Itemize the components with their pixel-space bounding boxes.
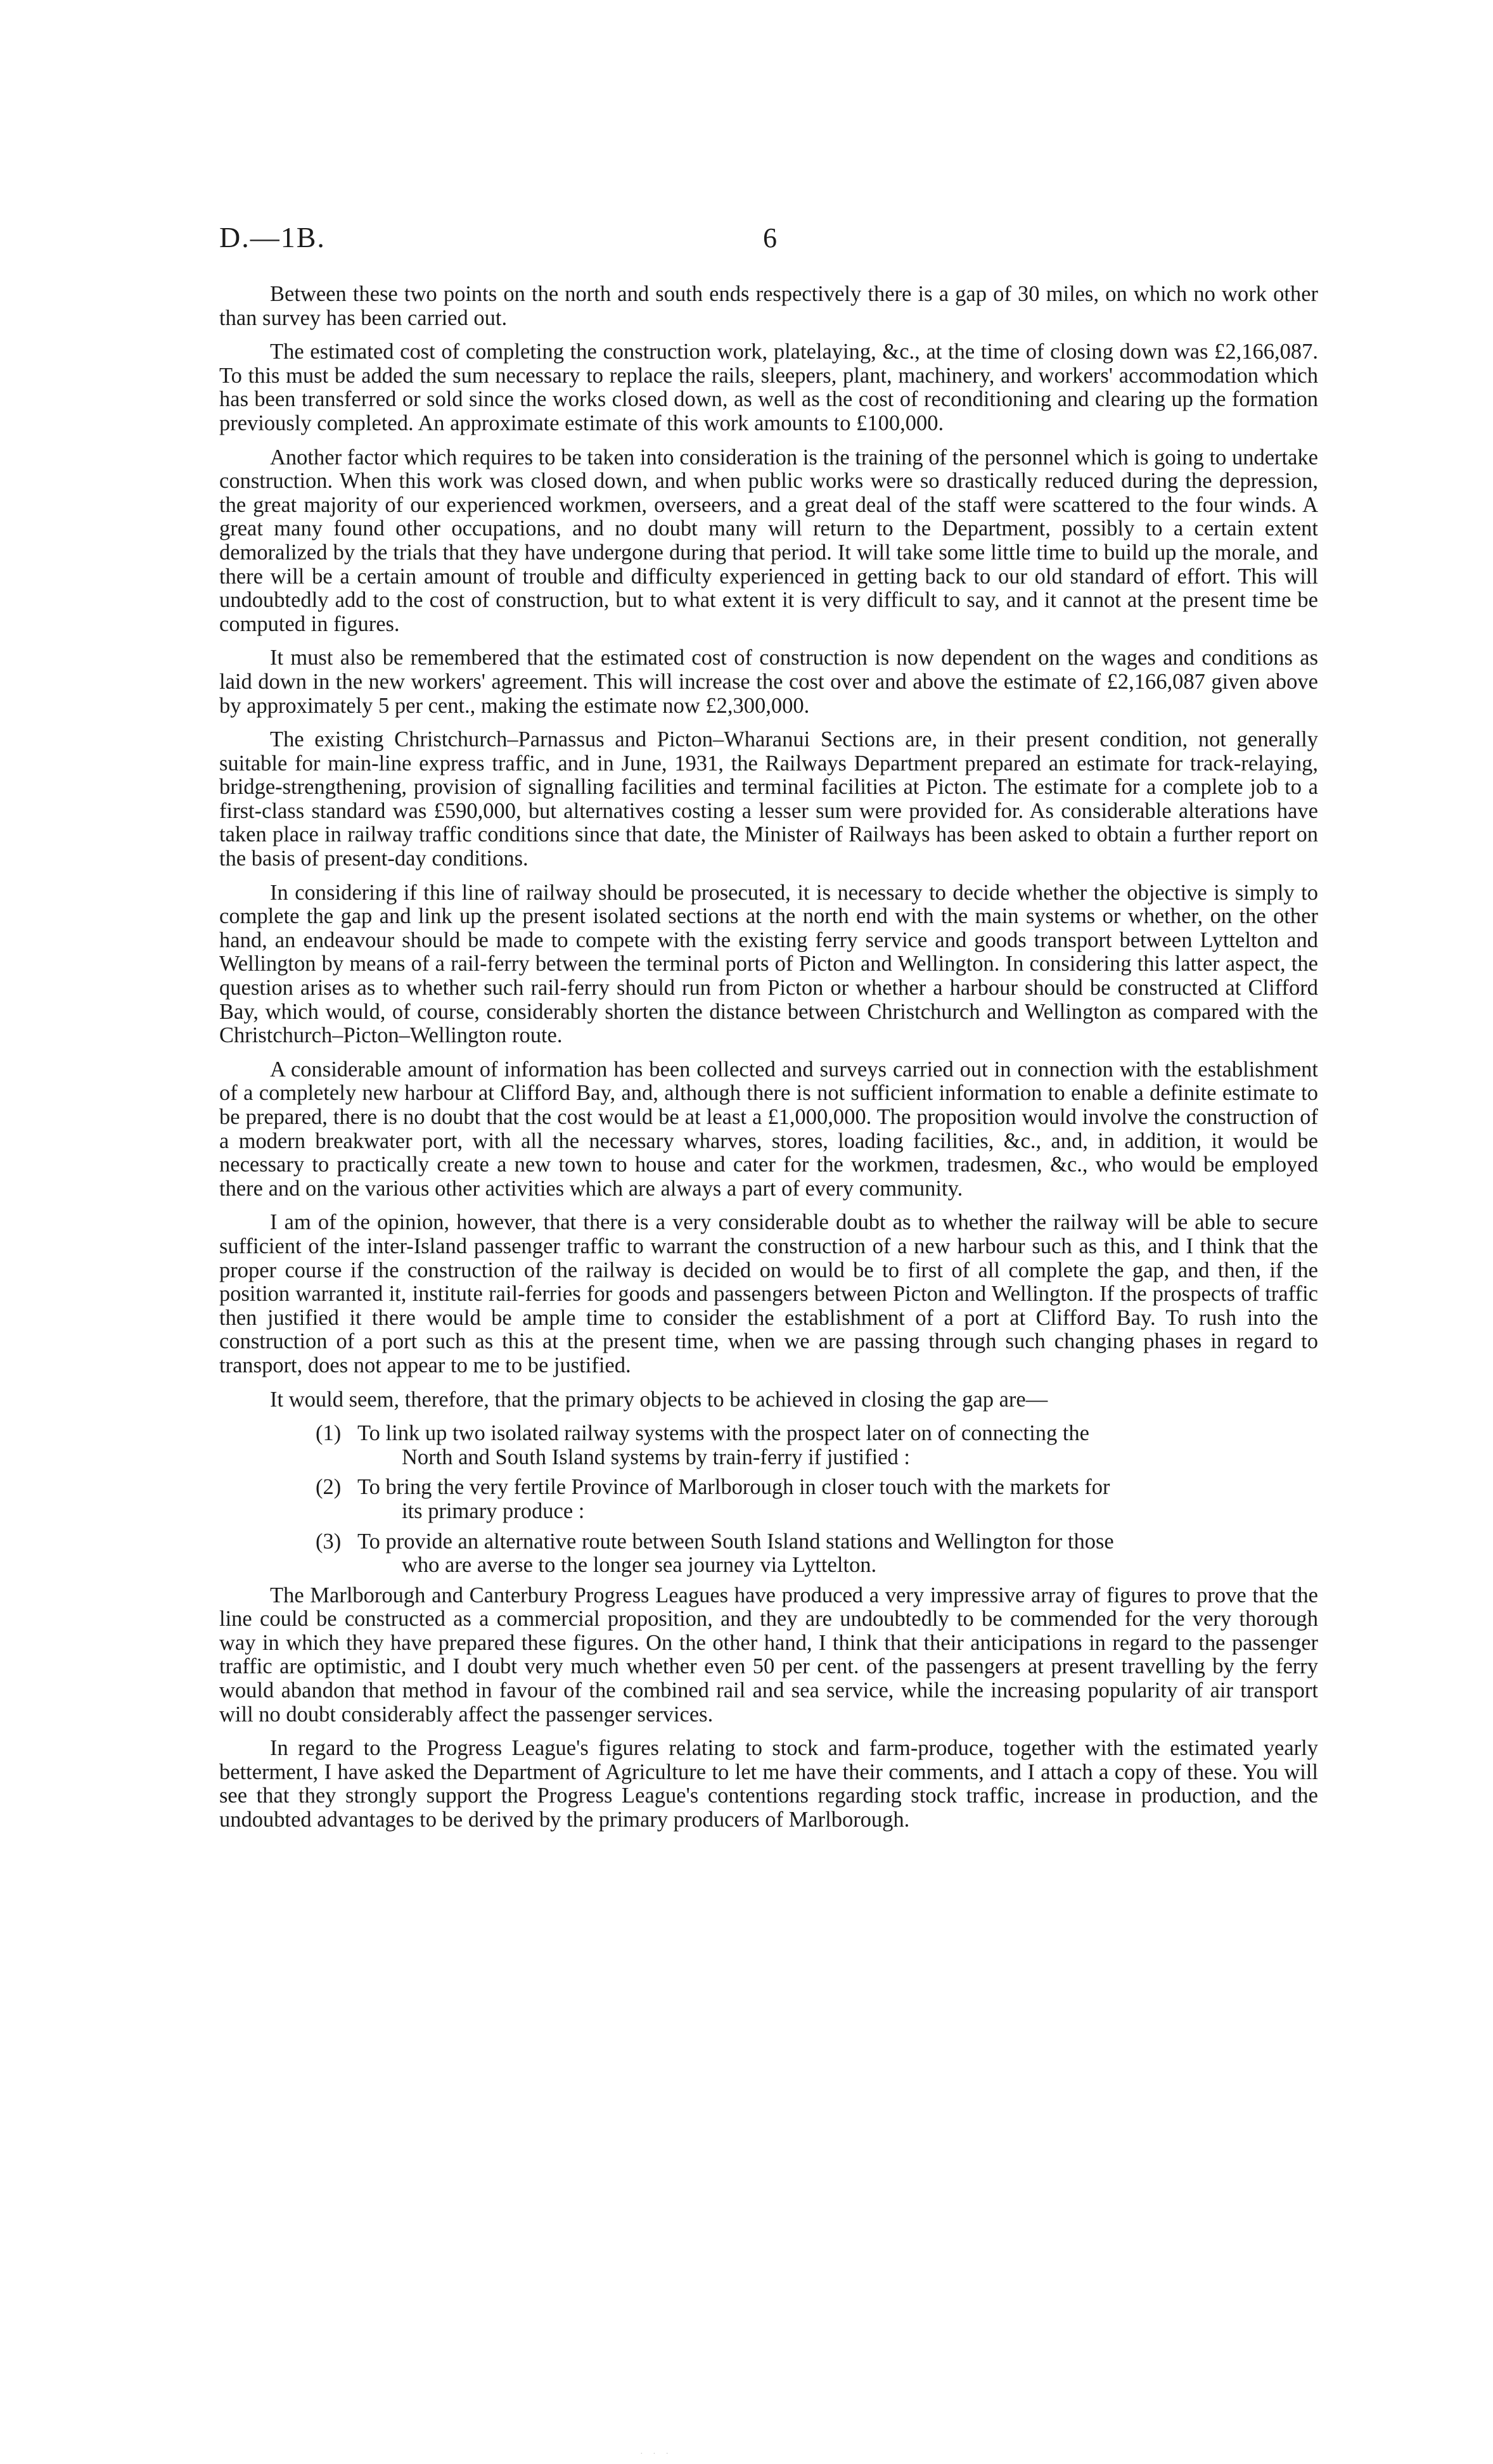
list-item-first-line: To link up two isolated railway systems with the prospect later on of connecting the — [357, 1421, 1089, 1446]
paragraph-progress-leagues: The Marlborough and Canterbury Progress Leagues have produced a very impressive array of figures to prove that the line could be constructed as a commercial proposition, and they are undoubtedly to be commended for the very thorough way in which they have prepared these figures. On the other hand, I think that their anticipations in regard to the passenger traffic are optimistic, and I doubt very much whether even 50 per cent. of the passengers at present travelling by the ferry would abandon that method in favour of the combined rail and sea service, while the increasing popularity of air transport will no doubt considerably affect the passenger services. — [219, 1583, 1318, 1727]
list-item — [219, 1422, 1318, 1469]
paragraph-objective: In considering if this line of railway should be prosecuted, it is necessary to decide whether the objective is simply to complete the gap and link up the present isolated sections at the north end with the main systems or whether, on the other hand, an endeavour should be made to compete with the existing ferry service and goods transport between Lyttelton and Wellington by means of a rail-ferry between the terminal ports of Picton and Wellington. In considering this latter aspect, the question arises as to whether such rail-ferry should run from Picton or whether a harbour should be constructed at Clifford Bay, which would, of course, considerably shorten the distance between Christchurch and Wellington as compared with the Christchurch–Picton–Wellington route. — [219, 880, 1318, 1048]
footer-smudge: · · · — [640, 2449, 672, 2459]
body-text — [219, 283, 1318, 1842]
list-intro: It would seem, therefore, that the primary objects to be achieved in closing the gap are— — [270, 1387, 1048, 1412]
list-item-text — [357, 1530, 1318, 1578]
list-item-number: (2) — [316, 1475, 342, 1500]
list-item-text — [357, 1422, 1318, 1469]
list-item-continuation: who are averse to the longer sea journey via Lyttelton. — [402, 1553, 877, 1578]
paragraph-estimated-cost: The estimated cost of completing the construction work, platelaying, &c., at the time of closing down was £2,166,087. To this must be added the sum necessary to replace the rails, sleepers, plant, machinery, and workers' accommodation which has been transferred or sold since the works closed down, as well as the cost of reconditioning and clearing up the formation previously completed. An approximate estimate of this work amounts to £100,000. — [219, 340, 1318, 435]
paragraph-workers-agreement: It must also be remembered that the estimated cost of construction is now dependent on the wages and conditions as laid down in the new workers' agreement. This will increase the cost over and above the estimate of £2,166,087 given above by approximately 5 per cent., making the estimate now £2,300,000. — [219, 646, 1318, 718]
list-item-continuation: North and South Island systems by train-ferry if justified : — [402, 1445, 910, 1469]
list-item-continuation: its primary produce : — [402, 1498, 585, 1523]
paragraph-clifford-bay-harbour: A considerable amount of information has been collected and surveys carried out in connection with the establishment of a completely new harbour at Clifford Bay, and, although there is not sufficient information to enable a definite estimate to be prepared, there is no doubt that the cost would be at least a £1,000,000. The proposition would involve the construction of a modern breakwater port, with all the necessary wharves, stores, loading facilities, &c., and, in addition, it would be necessary to practically create a new town to house and cater for the workmen, tradesmen, &c., who would be employed there and on the various other activities which are always a part of every community. — [219, 1057, 1318, 1201]
paragraph-opinion: I am of the opinion, however, that there is a very considerable doubt as to whether the railway will be able to secure sufficient of the inter-Island passenger traffic to warrant the construction of a new harbour such as this, and I think that the proper course if the construction of the railway is decided on would be to first of all complete the gap, and then, if the position warranted it, institute rail-ferries for goods and passengers between Picton and Wellington. If the prospects of traffic then justified it there would be ample time to consider the establishment of a port at Clifford Bay. To rush into the construction of a port such as this at the present time, when we are passing through such changing phases in regard to transport, does not appear to me to be justified. — [219, 1210, 1318, 1377]
paragraph-personnel-training: Another factor which requires to be taken into consideration is the training of the personnel which is going to undertake construction. When this work was closed down, and when public works were so drastically reduced during the depression, the great majority of our experienced workmen, overseers, and a great deal of the staff were scattered to the four winds. A great many found other occupations, and no doubt many will return to the Department, possibly to a certain extent demoralized by the trials that they have undergone during that period. It will take some little time to build up the morale, and there will be a certain amount of trouble and difficulty experienced in getting back to our old standard of effort. This will undoubtedly add to the cost of construction, but to what extent it is very difficult to say, and it cannot at the present time be computed in figures. — [219, 445, 1318, 636]
paragraph-agriculture-comments: In regard to the Progress League's figures relating to stock and farm-produce, together with the estimated yearly betterment, I have asked the Department of Agriculture to let me have their comments, and I attach a copy of these. You will see that they strongly support the Progress League's contentions regarding stock traffic, increase in production, and the undoubted advantages to be derived by the primary producers of Marlborough. — [219, 1736, 1318, 1832]
list-item-number: (3) — [316, 1529, 342, 1554]
list-item-text — [357, 1476, 1318, 1523]
list-item-first-line: To provide an alternative route between South Island stations and Wellington for those — [357, 1529, 1114, 1554]
document-reference: D.—1B. — [219, 221, 326, 253]
paragraph-gap-survey: Between these two points on the north and south ends respectively there is a gap of 30 miles, on which no work other than survey has been carried out. — [219, 282, 1318, 330]
page-number: 6 — [763, 222, 777, 253]
list-item-number: (1) — [316, 1421, 342, 1446]
paragraph-existing-sections: The existing Christchurch–Parnassus and Picton–Wharanui Sections are, in their present condition, not generally suitable for main-line express traffic, and in June, 1931, the Railways Department prepared an estimate for track-relaying, bridge-strengthening, provision of signalling facilities and terminal facilities at Picton. The estimate for a complete job to a first-class standard was £590,000, but alternatives costing a lesser sum were provided for. As considerable alterations have taken place in railway traffic conditions since that date, the Minister of Railways has been asked to obtain a further report on the basis of present-day conditions. — [219, 727, 1318, 871]
list-item — [219, 1530, 1318, 1578]
list-item — [219, 1476, 1318, 1523]
list-item-first-line: To bring the very fertile Province of Marlborough in closer touch with the markets for — [357, 1475, 1110, 1500]
